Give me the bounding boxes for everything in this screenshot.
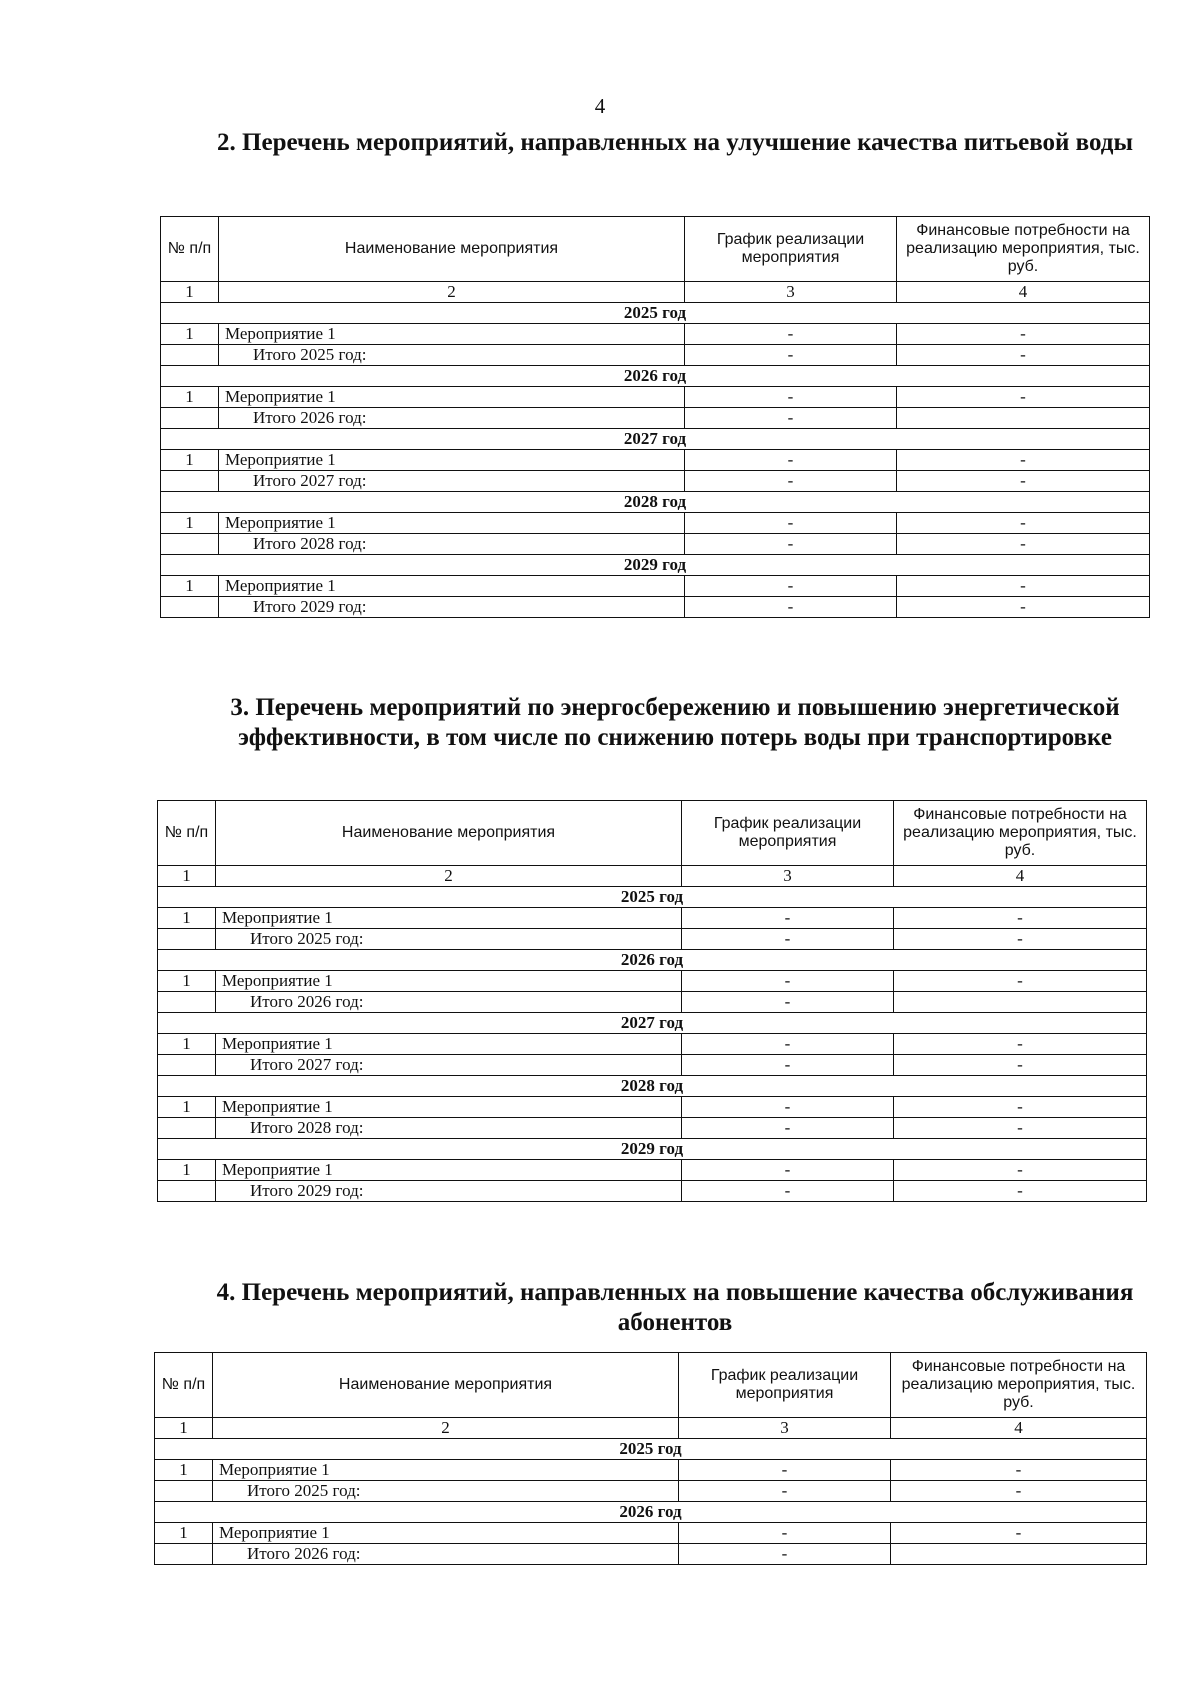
event-schedule: - <box>682 1034 894 1055</box>
total-row <box>158 929 1147 950</box>
table-header-row <box>155 1353 1147 1418</box>
row-number: 1 <box>158 1097 216 1118</box>
event-finance: - <box>894 1034 1147 1055</box>
year-row <box>161 492 1150 513</box>
year-row <box>158 950 1147 971</box>
section-4-table <box>154 1352 1147 1565</box>
total-row <box>161 471 1150 492</box>
column-number: 4 <box>897 282 1150 303</box>
column-number-row <box>161 282 1150 303</box>
total-schedule: - <box>679 1544 891 1565</box>
column-number: 4 <box>891 1418 1147 1439</box>
total-finance: - <box>897 597 1150 618</box>
total-num-empty <box>161 597 219 618</box>
event-finance: - <box>897 576 1150 597</box>
table-header-row <box>158 801 1147 866</box>
event-name: Мероприятие 1 <box>213 1460 679 1481</box>
total-num-empty <box>161 534 219 555</box>
year-row <box>155 1439 1147 1460</box>
event-schedule: - <box>679 1460 891 1481</box>
event-schedule: - <box>682 1160 894 1181</box>
column-number: 1 <box>161 282 219 303</box>
year-row <box>161 303 1150 324</box>
table-row <box>161 387 1150 408</box>
section-3-title: 3. Перечень мероприятий по энергосбережению и повышению энергетической эффективности, в том числе по снижению потерь воды при транспортировке <box>230 694 1120 751</box>
total-schedule: - <box>682 1055 894 1076</box>
header-schedule: График реализации мероприятия <box>685 217 897 282</box>
total-schedule: - <box>682 929 894 950</box>
table-row <box>158 1160 1147 1181</box>
event-schedule: - <box>685 576 897 597</box>
event-name: Мероприятие 1 <box>216 971 682 992</box>
total-finance <box>894 992 1147 1013</box>
year-row <box>155 1502 1147 1523</box>
year-label: 2025 год <box>161 303 1150 324</box>
table-row <box>161 513 1150 534</box>
event-finance: - <box>897 387 1150 408</box>
event-finance: - <box>891 1460 1147 1481</box>
row-number: 1 <box>161 324 219 345</box>
column-number: 3 <box>679 1418 891 1439</box>
row-number: 1 <box>161 576 219 597</box>
table-header-row <box>161 217 1150 282</box>
total-row <box>161 534 1150 555</box>
total-num-empty <box>158 1055 216 1076</box>
event-name: Мероприятие 1 <box>216 908 682 929</box>
header-name: Наименование мероприятия <box>213 1353 679 1418</box>
total-label: Итого 2026 год: <box>213 1544 679 1565</box>
event-name: Мероприятие 1 <box>219 513 685 534</box>
column-number: 2 <box>219 282 685 303</box>
table-row <box>158 908 1147 929</box>
section-3-table <box>157 800 1147 1202</box>
total-label: Итого 2025 год: <box>213 1481 679 1502</box>
year-label: 2027 год <box>158 1013 1147 1034</box>
total-label: Итого 2029 год: <box>219 597 685 618</box>
table-row <box>155 1460 1147 1481</box>
year-row <box>158 1139 1147 1160</box>
total-row <box>155 1544 1147 1565</box>
total-label: Итого 2028 год: <box>216 1118 682 1139</box>
row-number: 1 <box>161 450 219 471</box>
total-schedule: - <box>685 597 897 618</box>
event-schedule: - <box>682 971 894 992</box>
row-number: 1 <box>161 513 219 534</box>
column-number: 1 <box>158 866 216 887</box>
total-finance: - <box>897 534 1150 555</box>
total-finance <box>897 408 1150 429</box>
total-finance: - <box>894 1055 1147 1076</box>
event-name: Мероприятие 1 <box>213 1523 679 1544</box>
year-row <box>161 366 1150 387</box>
column-number: 3 <box>685 282 897 303</box>
total-finance: - <box>897 471 1150 492</box>
year-row <box>158 1013 1147 1034</box>
column-number: 2 <box>213 1418 679 1439</box>
event-finance: - <box>891 1523 1147 1544</box>
column-number-row <box>158 866 1147 887</box>
header-schedule: График реализации мероприятия <box>679 1353 891 1418</box>
column-number: 1 <box>155 1418 213 1439</box>
year-row <box>158 1076 1147 1097</box>
total-finance: - <box>897 345 1150 366</box>
total-row <box>155 1481 1147 1502</box>
header-num: № п/п <box>158 801 216 866</box>
header-num: № п/п <box>155 1353 213 1418</box>
year-label: 2029 год <box>158 1139 1147 1160</box>
total-schedule: - <box>679 1481 891 1502</box>
total-schedule: - <box>682 1181 894 1202</box>
year-label: 2026 год <box>161 366 1150 387</box>
total-label: Итого 2026 год: <box>219 408 685 429</box>
table-row <box>161 576 1150 597</box>
event-schedule: - <box>682 1097 894 1118</box>
event-name: Мероприятие 1 <box>216 1097 682 1118</box>
year-row <box>161 555 1150 576</box>
table-row <box>155 1523 1147 1544</box>
total-schedule: - <box>685 471 897 492</box>
total-num-empty <box>161 471 219 492</box>
row-number: 1 <box>158 1160 216 1181</box>
event-schedule: - <box>685 387 897 408</box>
total-row <box>158 992 1147 1013</box>
total-finance: - <box>891 1481 1147 1502</box>
total-num-empty <box>155 1481 213 1502</box>
event-finance: - <box>894 971 1147 992</box>
event-finance: - <box>894 1097 1147 1118</box>
column-number: 3 <box>682 866 894 887</box>
row-number: 1 <box>158 1034 216 1055</box>
event-schedule: - <box>685 324 897 345</box>
year-row <box>158 887 1147 908</box>
total-num-empty <box>158 929 216 950</box>
total-num-empty <box>161 345 219 366</box>
header-finance: Финансовые потребности на реализацию мероприятия, тыс. руб. <box>897 217 1150 282</box>
total-finance <box>891 1544 1147 1565</box>
total-label: Итого 2029 год: <box>216 1181 682 1202</box>
year-label: 2027 год <box>161 429 1150 450</box>
total-num-empty <box>158 1181 216 1202</box>
table-row <box>158 971 1147 992</box>
section-2-table <box>160 216 1150 618</box>
event-name: Мероприятие 1 <box>219 387 685 408</box>
column-number: 4 <box>894 866 1147 887</box>
event-finance: - <box>894 908 1147 929</box>
total-label: Итого 2027 год: <box>219 471 685 492</box>
row-number: 1 <box>158 908 216 929</box>
year-label: 2026 год <box>158 950 1147 971</box>
total-schedule: - <box>685 408 897 429</box>
year-label: 2026 год <box>155 1502 1147 1523</box>
total-row <box>161 345 1150 366</box>
header-num: № п/п <box>161 217 219 282</box>
section-2-title: 2. Перечень мероприятий, направленных на улучшение качества питьевой воды <box>217 129 1133 156</box>
year-label: 2025 год <box>155 1439 1147 1460</box>
event-finance: - <box>897 513 1150 534</box>
year-label: 2028 год <box>161 492 1150 513</box>
event-finance: - <box>897 324 1150 345</box>
total-schedule: - <box>685 534 897 555</box>
event-name: Мероприятие 1 <box>216 1160 682 1181</box>
table-row <box>158 1034 1147 1055</box>
header-name: Наименование мероприятия <box>216 801 682 866</box>
section-4-title: 4. Перечень мероприятий, направленных на повышение качества обслуживания абонентов <box>216 1279 1134 1336</box>
event-name: Мероприятие 1 <box>219 324 685 345</box>
event-schedule: - <box>682 908 894 929</box>
row-number: 1 <box>158 971 216 992</box>
total-num-empty <box>158 1118 216 1139</box>
year-label: 2029 год <box>161 555 1150 576</box>
total-finance: - <box>894 1118 1147 1139</box>
event-name: Мероприятие 1 <box>219 450 685 471</box>
year-label: 2028 год <box>158 1076 1147 1097</box>
total-label: Итого 2027 год: <box>216 1055 682 1076</box>
total-schedule: - <box>685 345 897 366</box>
year-label: 2025 год <box>158 887 1147 908</box>
table-row <box>161 450 1150 471</box>
column-number-row <box>155 1418 1147 1439</box>
total-row <box>158 1055 1147 1076</box>
total-num-empty <box>155 1544 213 1565</box>
total-label: Итого 2026 год: <box>216 992 682 1013</box>
total-label: Итого 2028 год: <box>219 534 685 555</box>
event-finance: - <box>894 1160 1147 1181</box>
total-num-empty <box>158 992 216 1013</box>
total-label: Итого 2025 год: <box>216 929 682 950</box>
row-number: 1 <box>155 1460 213 1481</box>
event-schedule: - <box>685 450 897 471</box>
header-schedule: График реализации мероприятия <box>682 801 894 866</box>
total-row <box>158 1118 1147 1139</box>
event-name: Мероприятие 1 <box>216 1034 682 1055</box>
total-schedule: - <box>682 1118 894 1139</box>
header-finance: Финансовые потребности на реализацию мероприятия, тыс. руб. <box>891 1353 1147 1418</box>
page-number: 4 <box>594 94 606 118</box>
year-row <box>161 429 1150 450</box>
table-row <box>158 1097 1147 1118</box>
table-row <box>161 324 1150 345</box>
event-name: Мероприятие 1 <box>219 576 685 597</box>
event-schedule: - <box>679 1523 891 1544</box>
total-finance: - <box>894 929 1147 950</box>
total-num-empty <box>161 408 219 429</box>
row-number: 1 <box>155 1523 213 1544</box>
header-finance: Финансовые потребности на реализацию мероприятия, тыс. руб. <box>894 801 1147 866</box>
total-finance: - <box>894 1181 1147 1202</box>
event-schedule: - <box>685 513 897 534</box>
row-number: 1 <box>161 387 219 408</box>
header-name: Наименование мероприятия <box>219 217 685 282</box>
total-row <box>158 1181 1147 1202</box>
column-number: 2 <box>216 866 682 887</box>
event-finance: - <box>897 450 1150 471</box>
total-row <box>161 408 1150 429</box>
total-label: Итого 2025 год: <box>219 345 685 366</box>
total-schedule: - <box>682 992 894 1013</box>
total-row <box>161 597 1150 618</box>
